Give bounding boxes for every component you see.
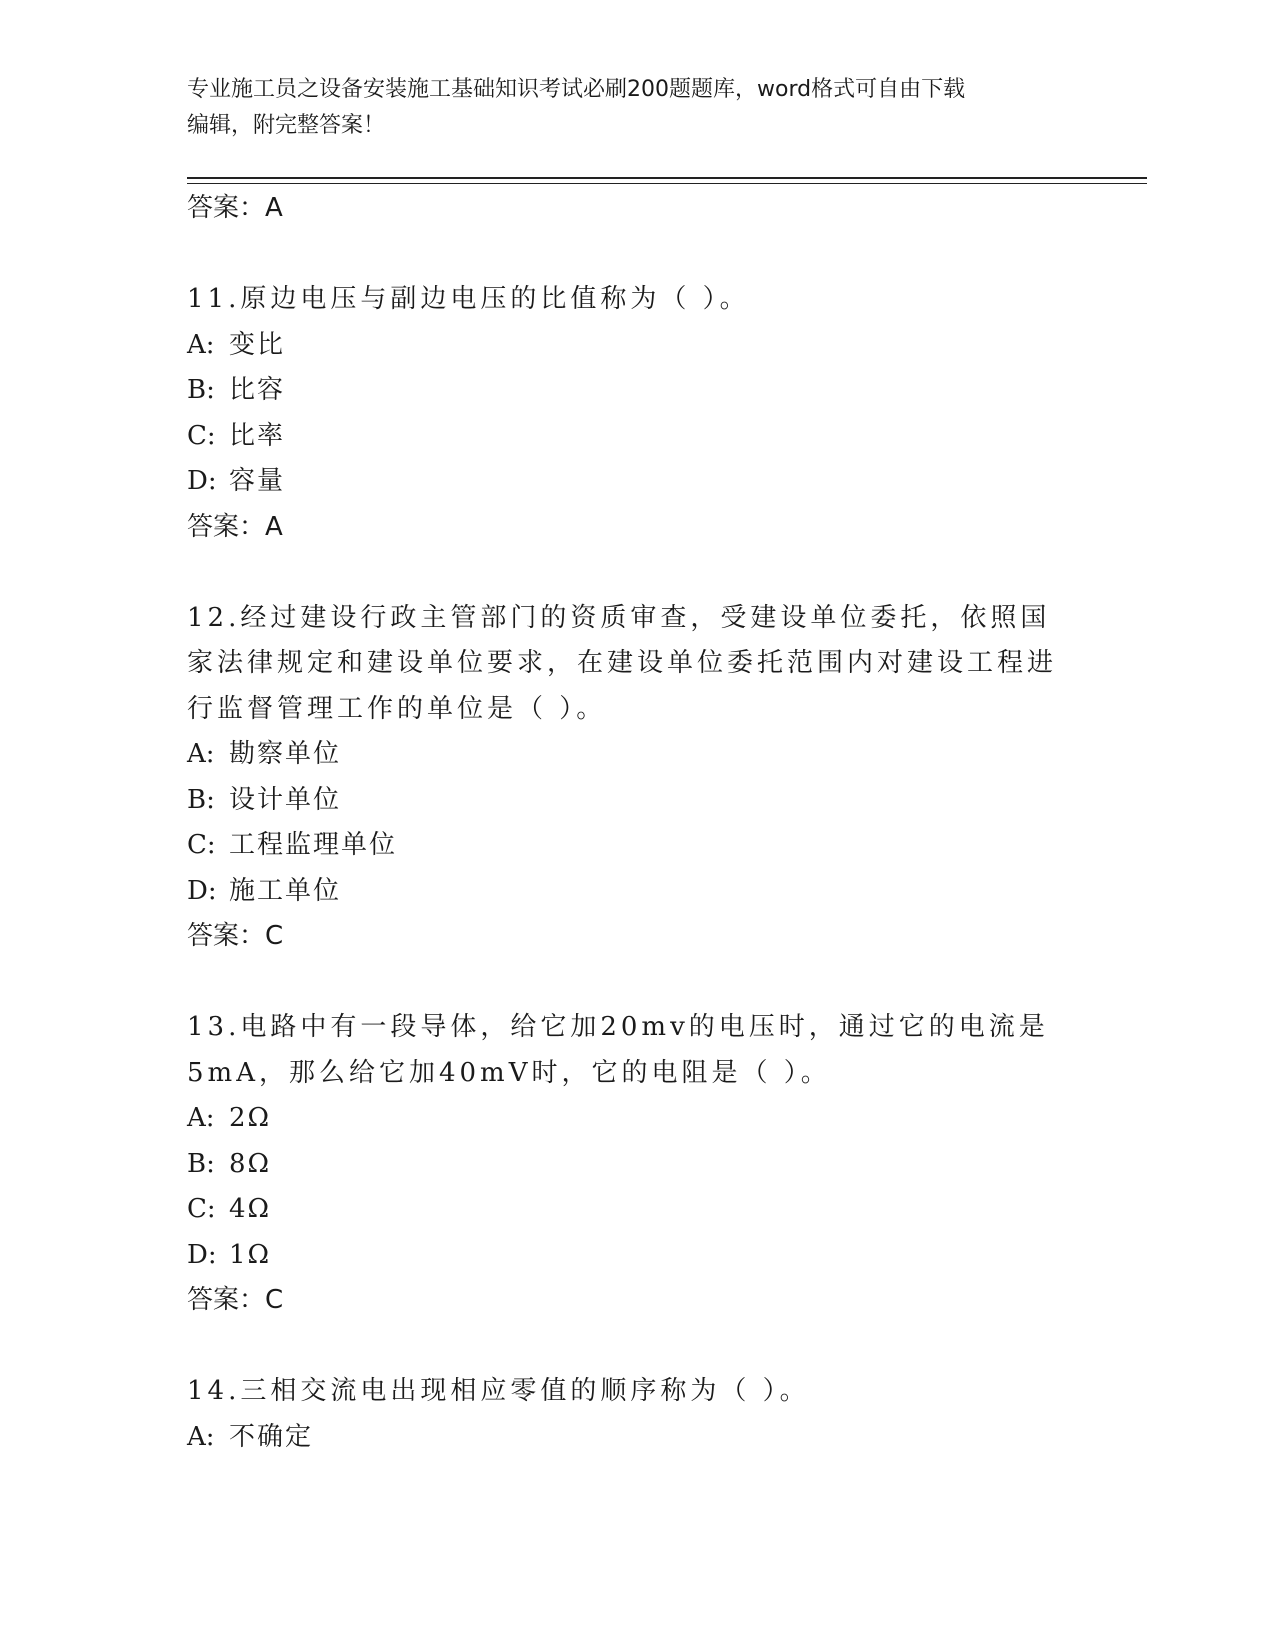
- spacer: [187, 231, 1147, 277]
- answer-line: 答案：C: [187, 921, 284, 951]
- option-text: 不确定: [229, 1421, 314, 1452]
- option-text: 设计单位: [229, 784, 342, 815]
- option-item: [187, 323, 1147, 369]
- option-text: 勘察单位: [229, 739, 342, 769]
- option-text: 比率: [229, 420, 286, 451]
- answer-line: 答案：C: [187, 1285, 284, 1315]
- option-item: [187, 1415, 1147, 1461]
- option-letter: C:: [187, 420, 216, 451]
- option-text: 施工单位: [229, 875, 342, 906]
- answer-line: 答案：A: [187, 511, 283, 542]
- option-letter: B:: [187, 784, 215, 815]
- option-letter: B:: [187, 375, 215, 405]
- option-text: 1Ω: [229, 1239, 272, 1270]
- document-header: [187, 72, 1087, 144]
- option-item: [187, 1142, 1147, 1188]
- option-text: 工程监理单位: [229, 830, 398, 860]
- option-item: [187, 459, 1147, 505]
- option-item: [187, 732, 1147, 778]
- question-list: [187, 186, 1147, 1460]
- option-letter: D:: [187, 466, 217, 496]
- question-text: 12.经过建设行政主管部门的资质审查，受建设单位委托，依照国家法律规定和建设单位要求，在建设单位委托范围内对建设工程进行监督管理工作的单位是（ ）。: [187, 602, 1058, 724]
- question-block: [187, 277, 1147, 550]
- spacer: [187, 550, 1147, 596]
- option-item: [187, 1096, 1147, 1142]
- option-letter: A:: [187, 1421, 215, 1452]
- option-item: [187, 368, 1147, 414]
- option-letter: A:: [187, 329, 215, 360]
- question-text: 14.三相交流电出现相应零值的顺序称为（ ）。: [187, 1376, 810, 1406]
- option-text: 变比: [229, 329, 286, 360]
- header-line-2: 编辑，附完整答案！: [187, 113, 386, 138]
- option-item: [187, 414, 1147, 460]
- question-text: 11.原边电压与副边电压的比值称为（ ）。: [187, 284, 750, 314]
- option-letter: A:: [187, 1103, 215, 1133]
- option-text: 8Ω: [229, 1148, 272, 1179]
- question-text: 13.电路中有一段导体，给它加20mv的电压时，通过它的电流是5mA，那么给它加40mV时，它的电阻是（ ）。: [187, 1012, 1049, 1088]
- option-letter: A:: [187, 739, 215, 769]
- option-letter: D:: [187, 1239, 217, 1270]
- question-block: [187, 596, 1147, 960]
- question-block: [187, 1005, 1147, 1323]
- answer-line: 答案：A: [187, 193, 283, 223]
- spacer: [187, 959, 1147, 1005]
- option-item: [187, 1187, 1147, 1233]
- option-item: [187, 1233, 1147, 1279]
- question-block: [187, 1369, 1147, 1460]
- header-rule-thick: [187, 177, 1147, 179]
- option-text: 容量: [229, 466, 286, 496]
- option-letter: C:: [187, 830, 216, 860]
- option-letter: C:: [187, 1194, 216, 1224]
- option-letter: D:: [187, 875, 217, 906]
- option-item: [187, 778, 1147, 824]
- option-item: [187, 823, 1147, 869]
- option-text: 2Ω: [229, 1103, 272, 1133]
- option-item: [187, 869, 1147, 915]
- option-letter: B:: [187, 1148, 215, 1179]
- header-rule-thin: [187, 183, 1147, 184]
- header-line-1: 专业施工员之设备安装施工基础知识考试必刷200题题库，word格式可自由下载: [187, 77, 966, 102]
- option-text: 4Ω: [229, 1194, 272, 1224]
- spacer: [187, 1323, 1147, 1369]
- option-text: 比容: [229, 375, 286, 405]
